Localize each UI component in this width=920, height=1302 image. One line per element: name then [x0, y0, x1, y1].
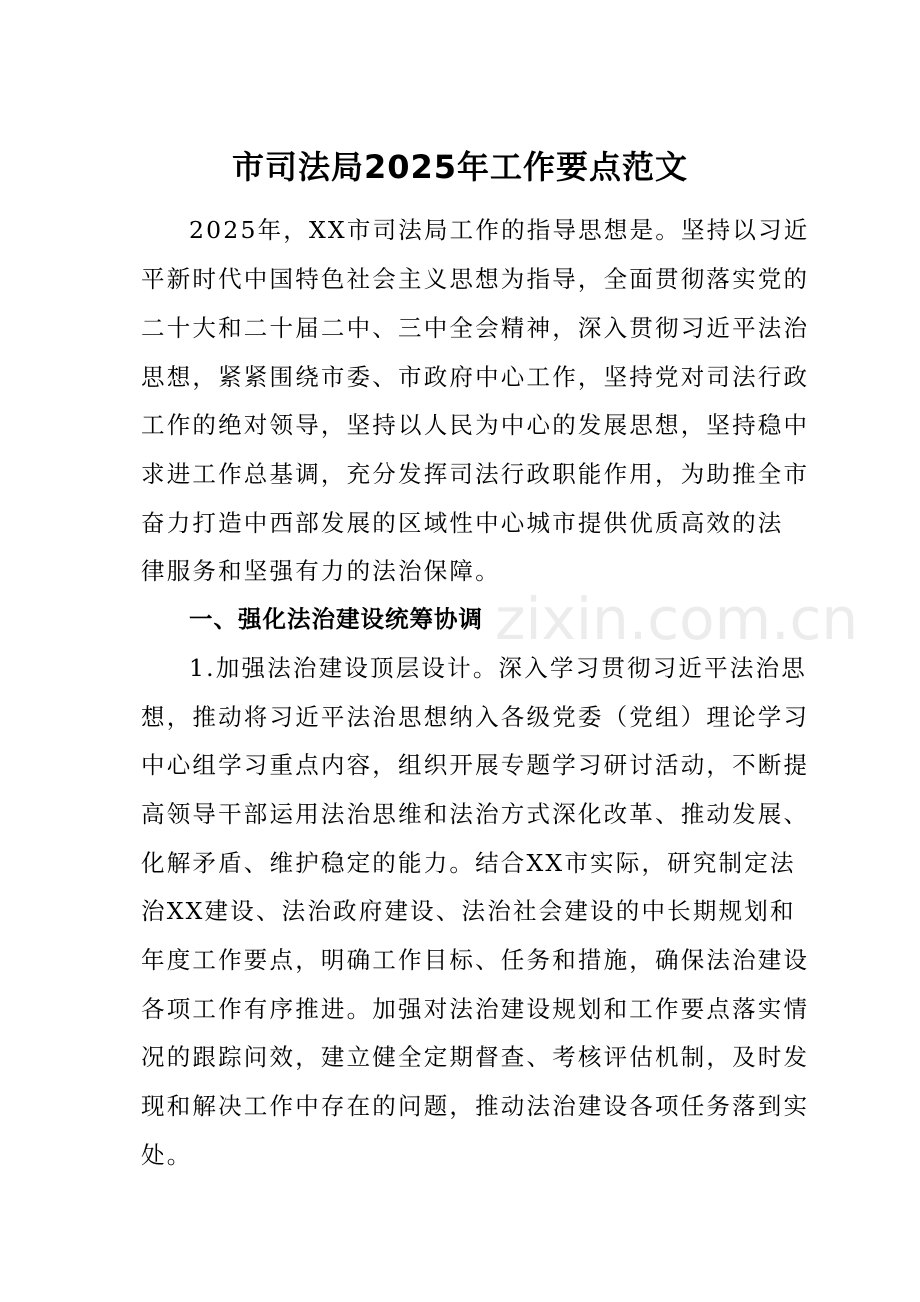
intro-line: 律服务和坚强有力的法治保障。 — [141, 557, 501, 585]
intro-line: 二十大和二十届二中、三中全会精神，深入贯彻习近平法治 — [141, 314, 810, 342]
item-line: 况的跟踪问效，建立健全定期督查、考核评估机制，及时发 — [141, 1043, 810, 1071]
item-line: 化解矛盾、维护稳定的能力。结合XX市实际，研究制定法 — [141, 849, 796, 877]
item-line: 想，推动将习近平法治思想纳入各级党委（党组）理论学习 — [141, 703, 810, 731]
item-line: 处。 — [141, 1141, 193, 1169]
item-line: 各项工作有序推进。加强对法治建设规划和工作要点落实情 — [141, 995, 810, 1023]
intro-line: 平新时代中国特色社会主义思想为指导，全面贯彻落实党的 — [141, 265, 810, 293]
section-heading: 一、强化法治建设统筹协调 — [189, 605, 483, 633]
intro-line: 2025年，XX市司法局工作的指导思想是。坚持以习近 — [189, 216, 810, 244]
item-line: 现和解决工作中存在的问题，推动法治建设各项任务落到实 — [141, 1092, 810, 1120]
item-line: 高领导干部运用法治思维和法治方式深化改革、推动发展、 — [141, 800, 810, 828]
document-title: 市司法局2025年工作要点范文 — [231, 148, 689, 186]
intro-line: 奋力打造中西部发展的区域性中心城市提供优质高效的法 — [141, 509, 784, 537]
watermark-text: zixin.com.cn — [495, 585, 859, 653]
intro-line: 工作的绝对领导，坚持以人民为中心的发展思想，坚持稳中 — [141, 411, 810, 439]
item-line: 治XX建设、法治政府建设、法治社会建设的中长期规划和 — [141, 897, 796, 925]
intro-line: 求进工作总基调，充分发挥司法行政职能作用，为助推全市 — [141, 460, 810, 488]
intro-line: 思想，紧紧围绕市委、市政府中心工作，坚持党对司法行政 — [141, 363, 810, 391]
item-line: 年度工作要点，明确工作目标、任务和措施，确保法治建设 — [141, 946, 810, 974]
item-line: 1.加强法治建设顶层设计。深入学习贯彻习近平法治思 — [189, 654, 807, 682]
item-line: 中心组学习重点内容，组织开展专题学习研讨活动，不断提 — [141, 751, 810, 779]
